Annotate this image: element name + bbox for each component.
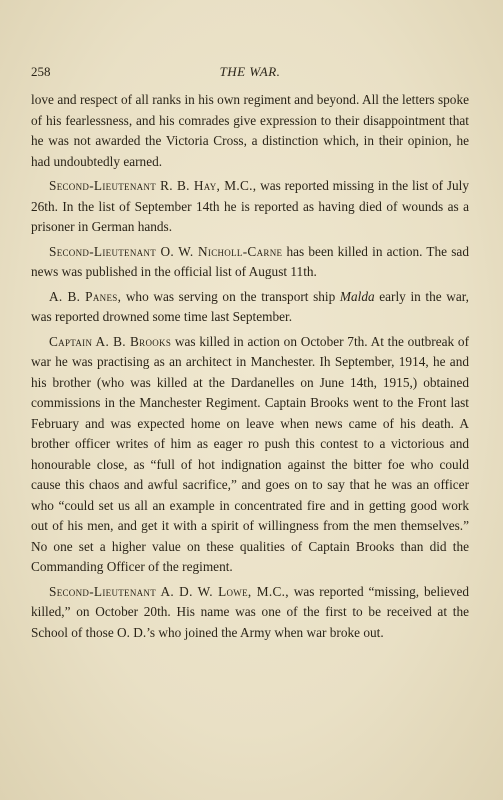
paragraph-text: was reported missing in the list of July 26th. In the list of September 14th he is reported as having died of wounds as a prisoner in German hands. bbox=[31, 178, 469, 234]
paragraph-text: has been killed in action. The sad news was published in the official list of August 11th. bbox=[31, 243, 469, 279]
officer-name: A. B. Panes, bbox=[49, 288, 122, 304]
paragraph-text: who was serving on the transport ship bbox=[121, 288, 340, 304]
officer-name: Captain A. B. Brooks bbox=[49, 333, 172, 349]
officer-name: Second-Lieutenant A. D. W. Lowe, M.C., bbox=[49, 583, 289, 599]
paragraph-text: was killed in action on October 7th. At the outbreak of war he was practising as an architect in Manchester. Ih September, 1914, he and his brother (who was killed at the Dardanelles on June 14th, 1915,) obtained commissions in the Manchester Regiment. Captain Brooks went to the Front last February and was expected home on leave when news came of his death. A brother officer writes of him as eager ro push this contest to a victorious and honourable close, as “full of hot indignation against the bitter foe who could cause this chaos and awful sacrifice,” and goes on to say that he was an officer who “could set us all an example in concentrated fire and in getting good work out of his men, and get it with a spirit of willingness from the men themselves.” No one set a higher value on these qualities of Captain Brooks than did the Commanding Officer of the regiment. bbox=[31, 333, 469, 574]
officer-name: Second-Lieutenant O. W. Nicholl-Carne bbox=[49, 243, 283, 259]
paragraph-continuation bbox=[31, 90, 469, 172]
paragraph-panes bbox=[31, 287, 469, 328]
paragraph-text: was reported “missing, believed killed,” on October 20th. His name was one of the first to be received at the School of those O. D.’s who joined the Army when war broke out. bbox=[31, 583, 469, 640]
page-number: 258 bbox=[31, 64, 51, 79]
paragraph-hay bbox=[31, 176, 469, 238]
paragraph-nicholl-carne bbox=[31, 242, 469, 283]
ship-name: Malda bbox=[339, 288, 375, 304]
officer-name: Second-Lieutenant R. B. Hay, M.C., bbox=[49, 178, 257, 193]
running-title: THE WAR. bbox=[219, 64, 281, 79]
paragraph-lowe bbox=[31, 582, 469, 644]
paragraph-brooks bbox=[31, 332, 469, 578]
body-text bbox=[31, 90, 469, 647]
paragraph-text: early in the war, was reported drowned some time last September. bbox=[31, 288, 470, 324]
paragraph-text: love and respect of all ranks in his own regiment and beyond. All the letters spoke of his fearlessness, and his comrades give expression to their disappointment that he was not awarded the Victoria Cross, a distinction which, in their opinion, he had undoubtedly earned. bbox=[31, 92, 469, 169]
page-header bbox=[31, 64, 469, 82]
